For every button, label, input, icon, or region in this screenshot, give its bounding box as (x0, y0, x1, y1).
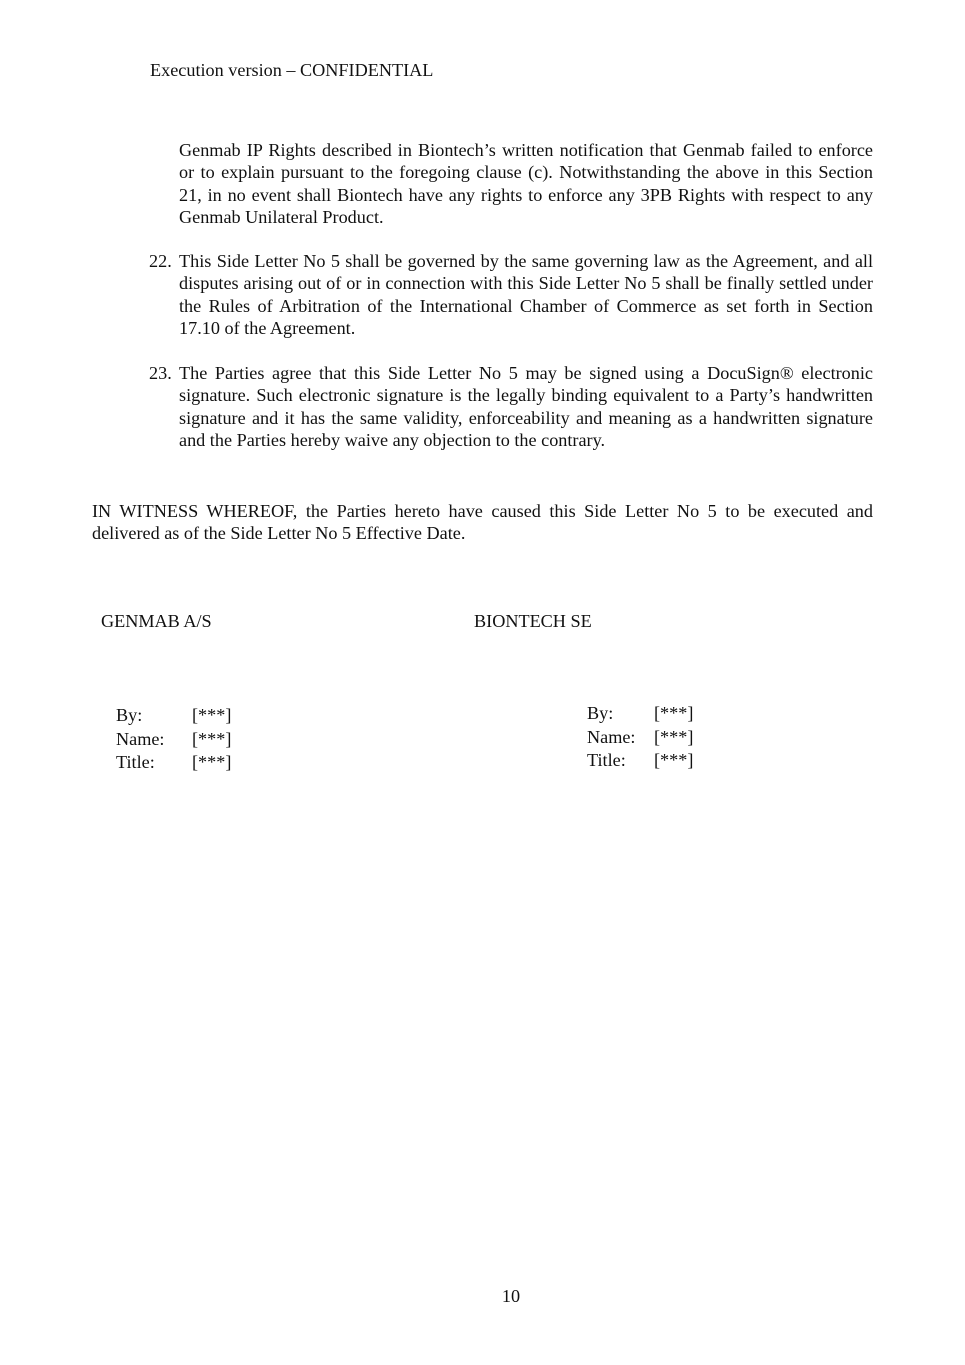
signature-block-biontech (587, 702, 693, 773)
signature-value: [***] (654, 750, 694, 770)
signature-row-title (116, 751, 231, 775)
signature-label: Title: (116, 752, 155, 772)
signature-label: Name: (587, 726, 636, 747)
signature-row-name (587, 726, 693, 750)
signature-value: [***] (192, 728, 232, 749)
signature-value: [***] (192, 752, 232, 772)
clause-number: 22. (149, 251, 172, 271)
signature-label: Title: (587, 750, 626, 770)
clause-text: The Parties agree that this Side Letter No 5 may be signed using a DocuSign® electronic signature. Such electronic signature is the legally binding equivalent to a Party’s handwritten signature and it has the same validity, enforceability and meaning as a handwritten signature and the Parties hereby waive any objection to the contrary. (179, 363, 873, 450)
section-21-continuation: Genmab IP Rights described in Biontech’s written notification that Genmab failed to enforce or to explain pursuant to the foregoing clause (c). Notwithstanding the above in this Section 21, in no event shall Biontech have any rights to enforce any 3PB Rights with respect to any Genmab Unilateral Product. (179, 140, 873, 227)
party-name-genmab: GENMAB A/S (101, 611, 212, 631)
signature-label: Name: (116, 728, 165, 749)
clause-number: 23. (149, 363, 172, 383)
signature-value: [***] (654, 726, 694, 747)
signature-label: By: (116, 705, 143, 725)
signature-row-title (587, 749, 693, 773)
page-number: 10 (501, 1286, 521, 1306)
clause-23 (149, 362, 873, 451)
clause-22 (149, 250, 873, 339)
signature-block-genmab (116, 704, 231, 775)
signature-value: [***] (192, 705, 232, 725)
signature-label: By: (587, 703, 614, 723)
signature-value: [***] (654, 703, 694, 723)
signature-row-name (116, 728, 231, 752)
signature-row-by (587, 702, 693, 726)
document-header: Execution version – CONFIDENTIAL (150, 60, 434, 80)
party-name-biontech: BIONTECH SE (474, 611, 592, 631)
witness-statement: IN WITNESS WHEREOF, the Parties hereto have caused this Side Letter No 5 to be executed and delivered as of the Side Letter No 5 Effective Date. (92, 501, 873, 544)
signature-row-by (116, 704, 231, 728)
clause-text: This Side Letter No 5 shall be governed by the same governing law as the Agreement, and all disputes arising out of or in connection with this Side Letter No 5 shall be finally settled under the Rules of Arbitration of the International Chamber of Commerce as set forth in Section 17.10 of the Agreement. (179, 251, 873, 338)
